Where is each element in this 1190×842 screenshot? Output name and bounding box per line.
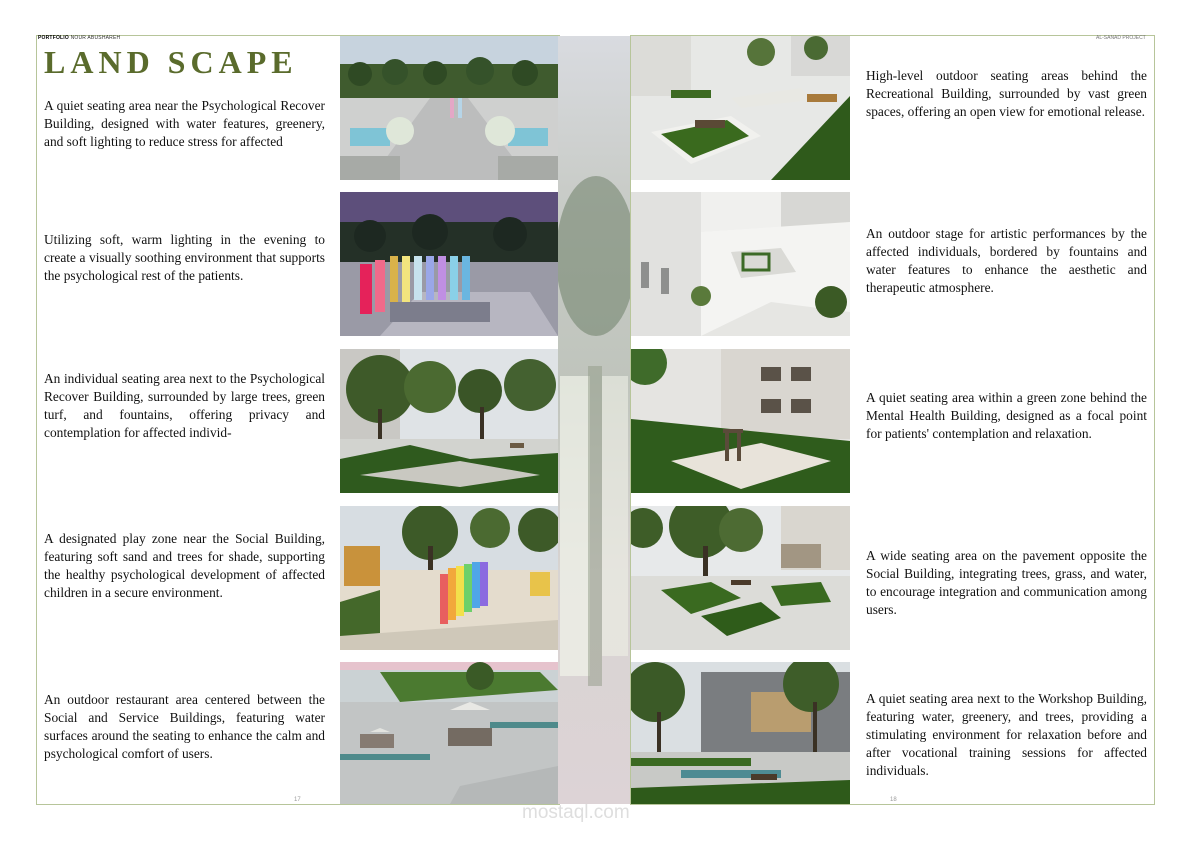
photo-outdoor-restaurant	[340, 662, 558, 804]
photo-fountain-plaza	[340, 36, 558, 180]
right-paragraph-4: A wide seating area on the pavement opposite the Social Building, integrating trees, grass, and water, to encourage integration and communication among users.	[866, 548, 1147, 617]
page-title: LAND SCAPE	[44, 44, 298, 80]
left-paragraph-3: An individual seating area next to the Psychological Recover Building, surrounded by large trees, green turf, and fountains, offering privacy and contemplation for affected individ-	[44, 371, 325, 440]
right-paragraph-2: An outdoor stage for artistic performances by the affected individuals, bordered by fountains and water features to enhance the aesthetic and therapeutic atmosphere.	[866, 226, 1147, 295]
right-paragraph-1: High-level outdoor seating areas behind the Recreational Building, surrounded by vast green spaces, offering an open view for emotional release.	[866, 68, 1147, 119]
left-paragraph-1: A quiet seating area near the Psychological Recover Building, designed with water features, greenery, and soft lighting to reduce stress for affected	[44, 98, 325, 149]
photo-individual-seating	[340, 349, 558, 493]
project-name: AL-SANAD PROJECT	[1096, 35, 1146, 41]
photo-play-zone	[340, 506, 558, 650]
right-paragraph-5: A quiet seating area next to the Workshop Building, featuring water, greenery, and trees, providing a stimulating environment for relaxation before and after vocational training sessions for affected individuals.	[866, 691, 1147, 778]
center-blurred-strip	[558, 36, 630, 804]
right-page-number: 18	[890, 797, 897, 803]
photo-evening-lights	[340, 192, 558, 336]
photo-workshop-seating	[631, 662, 850, 804]
photo-outdoor-stage	[631, 192, 850, 336]
left-paragraph-4: A designated play zone near the Social Building, featuring soft sand and trees for shade, supporting the healthy psychological development of affected children in a secure environment.	[44, 531, 325, 600]
left-paragraph-2: Utilizing soft, warm lighting in the evening to create a visually soothing environment that supports the psychological rest of the patients.	[44, 232, 325, 283]
watermark-site: mostaql.com	[522, 802, 630, 823]
author-name: NOUR ABUSHAREH	[70, 35, 121, 41]
left-page-number: 17	[294, 797, 301, 803]
right-paragraph-3: A quiet seating area within a green zone behind the Mental Health Building, designed as a focal point for patients' contemplation and relaxation.	[866, 390, 1147, 441]
photo-pavement-seating	[631, 506, 850, 650]
page-header-left	[38, 35, 120, 41]
portfolio-label: PORTFOLIO	[38, 35, 69, 41]
photo-high-level-seating	[631, 36, 850, 180]
left-paragraph-5: An outdoor restaurant area centered between the Social and Service Buildings, featuring water surfaces around the seating to enhance the calm and psychological comfort of users.	[44, 692, 325, 761]
photo-green-zone-seating	[631, 349, 850, 493]
